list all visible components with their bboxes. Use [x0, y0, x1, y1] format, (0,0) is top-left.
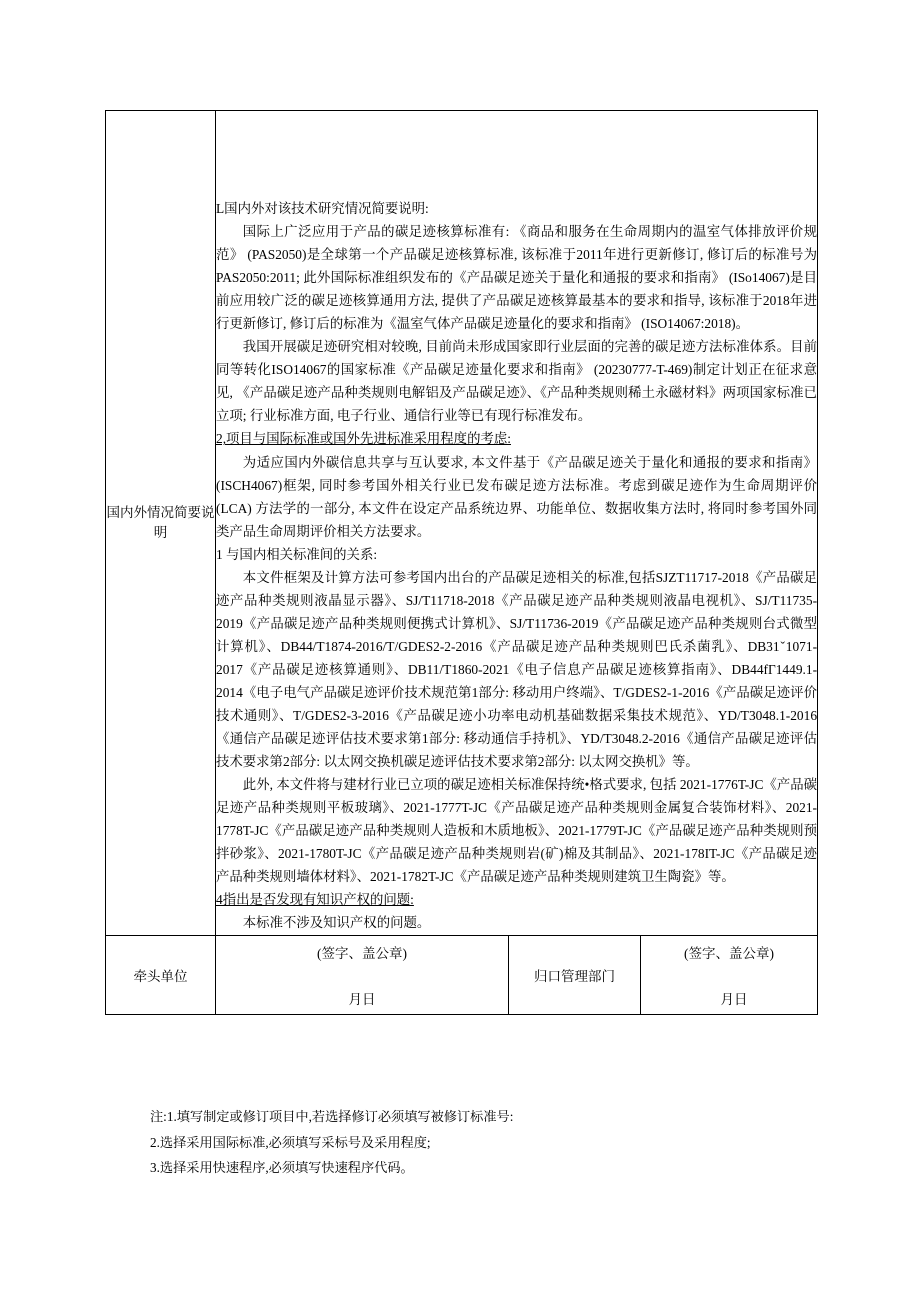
lead-unit-seal-text: (签字、盖公章)	[317, 945, 407, 961]
section-3-paragraph-1: 本文件框架及计算方法可参考国内出台的产品碳足迹相关的标准,包括SJZT11717-2018《产品碳足迹产品种类规则液晶显示器》、SJ/T11718-2018《产品碳足迹产品种类规则液晶电视机》、SJ/T11735-2019《产品碳足迹产品种类规则便携式计算机》、SJ/T11736-2019《产品碳足迹产品种类规则台式微型计算机》、DB44/T1874-2016/T/GDES2-2-2016《产品碳足迹产品种类规则巴氏杀菌乳》、DB31ˇ1071-2017《产品碳足迹核算通则》、DB11/T1860-2021《电子信息产品碳足迹核算指南》、DB44fΓ1449.1-2014《电子电气产品碳足迹评价技术规范第1部分: 移动用户终端》、T/GDES2-1-2016《产品碳足迹评价技术通则》、T/GDES2-3-2016《产品碳足迹小功率电动机基础数据采集技术规范》、YD/T3048.1-2016《通信产品碳足迹评估技术要求第1部分: 移动通信手持机》、YD/T3048.2-2016《通信产品碳足迹评估技术要求第2部分: 以太网交换机碳足迹评估技术要求第2部分: 以太网交换机》等。	[216, 569, 818, 770]
admin-department-label-cell	[509, 935, 641, 1014]
footnotes	[150, 1104, 850, 1181]
lead-unit-label: 牵头单位	[133, 968, 188, 984]
admin-department-seal-text: (签字、盖公章)	[684, 945, 775, 961]
lead-unit-date-text: 月日	[348, 991, 376, 1007]
row-label-cell	[106, 111, 216, 936]
section-4-paragraph-1: 本标准不涉及知识产权的问题。	[242, 915, 431, 931]
footnote-line-2: 2.选择采用国际标准,必须填写采标号及采用程度;	[150, 1134, 431, 1150]
row-label-text: 国内外情况简要说明	[106, 504, 215, 540]
admin-department-signature-cell[interactable]	[641, 935, 818, 1014]
footnote-line-1: 注:1.填写制定或修订项目中,若选择修订必须填写被修订标准号:	[150, 1109, 514, 1124]
signature-row	[106, 935, 818, 1014]
section-2-heading: 2,项目与国际标准或国外先进标准采用程度的考虑:	[216, 431, 511, 447]
content-top-spacer	[216, 111, 817, 197]
content-body	[216, 197, 817, 935]
section-1-heading: L国内外对该技术研究情况简要说明:	[216, 201, 429, 216]
lead-unit-signature-cell[interactable]	[216, 935, 509, 1014]
content-cell	[216, 111, 818, 936]
section-3-heading: 1 与国内相关标准间的关系:	[216, 546, 378, 562]
footnote-line-3: 3.选择采用快速程序,必须填写快速程序代码。	[150, 1160, 414, 1176]
lead-unit-label-cell	[106, 935, 216, 1014]
admin-department-label: 归口管理部门	[534, 968, 615, 984]
section-1-paragraph-2: 我国开展碳足迹研究相对较晚, 目前尚未形成国家即行业层面的完善的碳足迹方法标准体系。目前同等转化ISO14067的国家标准《产品碳足迹量化要求和指南》 (20230777-T-469)制定计划正在征求意见, 《产品碳足迹产品种类规则电解铝及产品碳足迹》、《产品种类规则稀土永磁材料》两项国家标准已立项; 行业标准方面, 电子行业、通信行业等已有现行标准发布。	[216, 339, 818, 424]
section-4-heading: 4指出是否发现有知识产权的问题:	[216, 892, 414, 908]
section-1-paragraph-1: 国际上广泛应用于产品的碳足迹核算标准有: 《商品和服务在生命周期内的温室气体排放评价规范》 (PAS2050)是全球第一个产品碳足迹核算标准, 该标准于2011年进行更新修订, 修订后的标准号为PAS2050:2011; 此外国际标准组织发布的《产品碳足迹关于量化和通报的要求和指南》 (ISo14067)是目前应用较广泛的碳足迹核算通用方法, 提供了产品碳足迹核算最基本的要求和指导, 该标准于2018年进行更新修订, 修订后的标准为《温室气体产品碳足迹量化的要求和指南》 (ISO14067:2018)。	[216, 224, 818, 332]
content-row	[106, 111, 818, 936]
admin-department-date-text: 月日	[720, 991, 748, 1007]
main-form-table	[105, 110, 818, 1015]
section-3-paragraph-2: 此外, 本文件将与建材行业已立项的碳足迹相关标准保持统•格式要求, 包括 2021-1776T-JC《产品碳足迹产品种类规则平板玻璃》、2021-1777T-JC《产品碳足迹产品种类规则金属复合装饰材料》、2021-1778T-JC《产品碳足迹产品种类规则人造板和木质地板》、2021-1779T-JC《产品碳足迹产品种类规则预拌砂浆》、2021-1780T-JC《产品碳足迹产品种类规则岩(矿)棉及其制品》、2021-178IT-JC《产品碳足迹产品种类规则墙体材料》、2021-1782T-JC《产品碳足迹产品种类规则建筑卫生陶瓷》等。	[216, 777, 818, 885]
section-2-paragraph-1: 为适应国内外碳信息共享与互认要求, 本文件基于《产品碳足迹关于量化和通报的要求和指南》 (ISCH4067)框架, 同时参考国外相关行业已发布碳足迹方法标准。考虑到碳足迹作为生命周期评价 (LCA) 方法学的一部分, 本文件在设定产品系统边界、功能单位、数据收集方法时, 将同时参考国外同类产品生命周期评价相关方法要求。	[216, 454, 818, 539]
